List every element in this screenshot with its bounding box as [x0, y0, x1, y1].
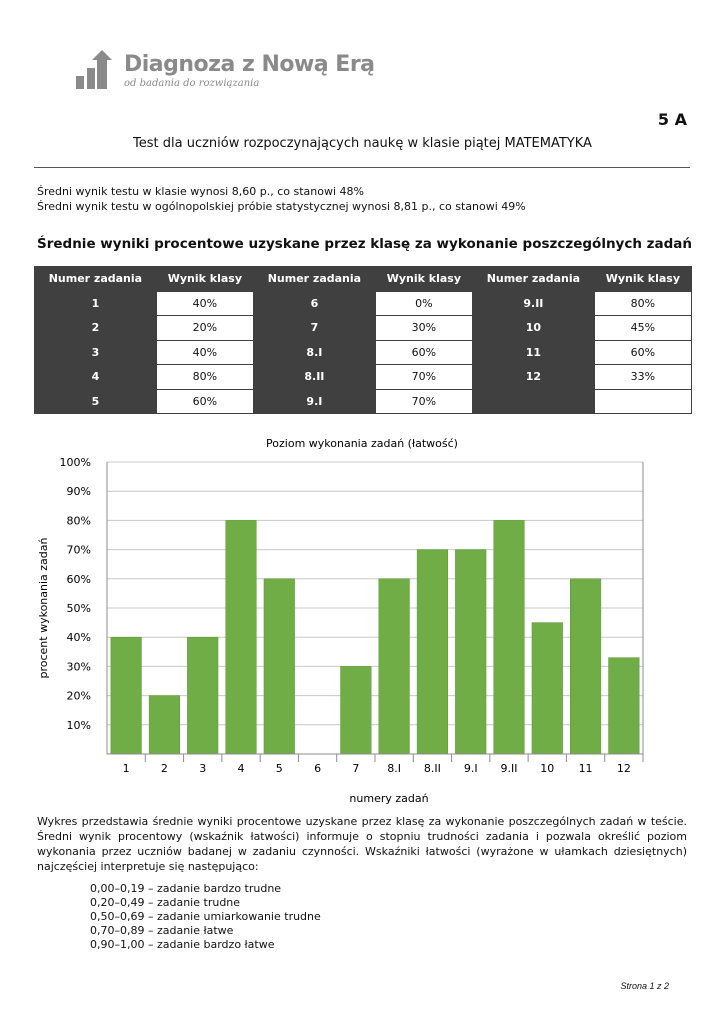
x-tick-label: 2: [160, 762, 168, 775]
task-number-cell: 9.II: [472, 291, 594, 316]
x-tick-label: 8.II: [423, 762, 441, 775]
task-number-cell: 6: [253, 291, 375, 316]
difficulty-scale: [90, 882, 321, 952]
bar-task-2: [149, 696, 180, 754]
task-number-cell: [472, 389, 594, 414]
header-cell: Numer zadania: [35, 267, 157, 292]
brand-tagline: od badania do rozwiązania: [124, 78, 260, 89]
class-result-cell: 40%: [156, 340, 253, 365]
header-cell: Wynik klasy: [375, 267, 472, 292]
bar-task-11: [570, 579, 601, 754]
class-result-cell: 20%: [156, 316, 253, 341]
class-result-cell: 70%: [375, 365, 472, 390]
brand-logo: [76, 50, 375, 95]
scale-item: 0,00–0,19 – zadanie bardzo trudne: [90, 882, 282, 895]
class-result-cell: 70%: [375, 389, 472, 414]
class-label: 5 A: [657, 110, 687, 129]
y-tick-label: 80%: [66, 514, 91, 528]
table-row: [35, 389, 692, 414]
task-number-cell: 10: [472, 316, 594, 341]
results-table: [34, 266, 692, 414]
task-number-cell: 7: [253, 316, 375, 341]
bar-task-10: [532, 623, 563, 754]
header-cell: Wynik klasy: [156, 267, 253, 292]
bar-task-3: [187, 637, 218, 754]
table-row: [35, 316, 692, 341]
bar-chart-arrow-icon: [76, 50, 118, 90]
class-result-cell: 40%: [156, 291, 253, 316]
x-tick-label: 9.I: [463, 762, 478, 775]
header-cell: Numer zadania: [472, 267, 594, 292]
task-number-cell: 1: [35, 291, 157, 316]
bar-task-8.II: [417, 550, 448, 754]
x-tick-label: 11: [578, 762, 593, 775]
x-tick-label: 10: [540, 762, 555, 775]
x-tick-label: 3: [199, 762, 207, 775]
x-tick-label: 9.II: [500, 762, 518, 775]
task-number-cell: 8.II: [253, 365, 375, 390]
y-tick-label: 20%: [66, 689, 91, 703]
table-row: [35, 291, 692, 316]
y-tick-label: 10%: [66, 718, 91, 732]
class-result-cell: 60%: [594, 340, 691, 365]
bar-task-12: [609, 658, 640, 754]
x-axis-label: numery zadań: [349, 792, 429, 805]
y-tick-label: 100%: [59, 456, 91, 469]
bar-chart: [30, 430, 670, 810]
task-number-cell: 2: [35, 316, 157, 341]
scale-item: 0,90–1,00 – zadanie bardzo łatwe: [90, 938, 275, 951]
class-result-cell: 45%: [594, 316, 691, 341]
summary: [37, 184, 526, 214]
scale-item: 0,20–0,49 – zadanie trudne: [90, 896, 241, 909]
bar-task-1: [111, 637, 142, 754]
class-result-cell: 0%: [375, 291, 472, 316]
y-tick-label: 90%: [66, 485, 91, 499]
bar-task-9.I: [455, 550, 486, 754]
class-result-cell: 30%: [375, 316, 472, 341]
table-header-row: [35, 267, 692, 292]
x-tick-label: 6: [314, 762, 322, 775]
task-number-cell: 8.I: [253, 340, 375, 365]
class-result-cell: 80%: [594, 291, 691, 316]
divider: [34, 167, 690, 168]
task-number-cell: 3: [35, 340, 157, 365]
scale-item: 0,50–0,69 – zadanie umiarkowanie trudne: [90, 910, 321, 923]
task-number-cell: 12: [472, 365, 594, 390]
task-number-cell: 4: [35, 365, 157, 390]
y-tick-label: 50%: [66, 602, 91, 615]
table-row: [35, 340, 692, 365]
national-result-text: Średni wynik testu w ogólnopolskiej próbie statystycznej wynosi 8,81 p., co stanowi 49%: [37, 200, 526, 213]
x-tick-label: 8.I: [387, 762, 402, 775]
x-tick-label: 1: [122, 762, 130, 775]
y-tick-label: 60%: [66, 572, 91, 586]
header-cell: Numer zadania: [253, 267, 375, 292]
task-number-cell: 9.I: [253, 389, 375, 414]
header-cell: Wynik klasy: [594, 267, 691, 292]
test-title: Test dla uczniów rozpoczynających naukę w klasie piątej MATEMATYKA: [133, 136, 592, 151]
class-result-text: Średni wynik testu w klasie wynosi 8,60 p., co stanowi 48%: [37, 185, 364, 198]
results-table-title: Średnie wyniki procentowe uzyskane przez klasę za wykonanie poszczególnych zadań: [37, 236, 693, 252]
y-tick-label: 40%: [66, 631, 91, 645]
bar-task-7: [341, 666, 372, 754]
scale-item: 0,70–0,89 – zadanie łatwe: [90, 924, 234, 937]
description-paragraph: Wykres przedstawia średnie wyniki procentowe uzyskane przez klasę za wykonanie poszczególnych zadań w teście. Średni wynik procentowy (wskaźnik łatwości) informuje o stopniu trudności zadania i pozwala określić poziom wykonania przez uczniów badanej w zadaniu czynności. Wskaźniki łatwości (wyrażone w ułamkach dziesiętnych) najczęściej interpretuje się następująco:: [37, 815, 687, 873]
brand-name: Diagnoza z Nową Erą: [124, 52, 375, 77]
bar-task-9.II: [494, 520, 525, 754]
bar-task-5: [264, 579, 295, 754]
class-result-cell: 60%: [375, 340, 472, 365]
page-number: Strona 1 z 2: [620, 981, 669, 991]
y-tick-label: 70%: [66, 543, 91, 557]
class-result-cell: 33%: [594, 365, 691, 390]
y-tick-label: 30%: [66, 660, 91, 674]
bar-task-8.I: [379, 579, 410, 754]
task-number-cell: 5: [35, 389, 157, 414]
chart-title: Poziom wykonania zadań (łatwość): [266, 437, 458, 450]
table-row: [35, 365, 692, 390]
x-tick-label: 4: [237, 762, 245, 775]
x-tick-label: 7: [352, 762, 360, 775]
y-axis-label: procent wykonania zadań: [37, 537, 50, 679]
class-result-cell: 80%: [156, 365, 253, 390]
class-result-cell: [594, 389, 691, 414]
task-number-cell: 11: [472, 340, 594, 365]
bar-task-4: [226, 520, 257, 754]
x-tick-label: 5: [275, 762, 283, 775]
x-tick-label: 12: [616, 762, 631, 775]
class-result-cell: 60%: [156, 389, 253, 414]
